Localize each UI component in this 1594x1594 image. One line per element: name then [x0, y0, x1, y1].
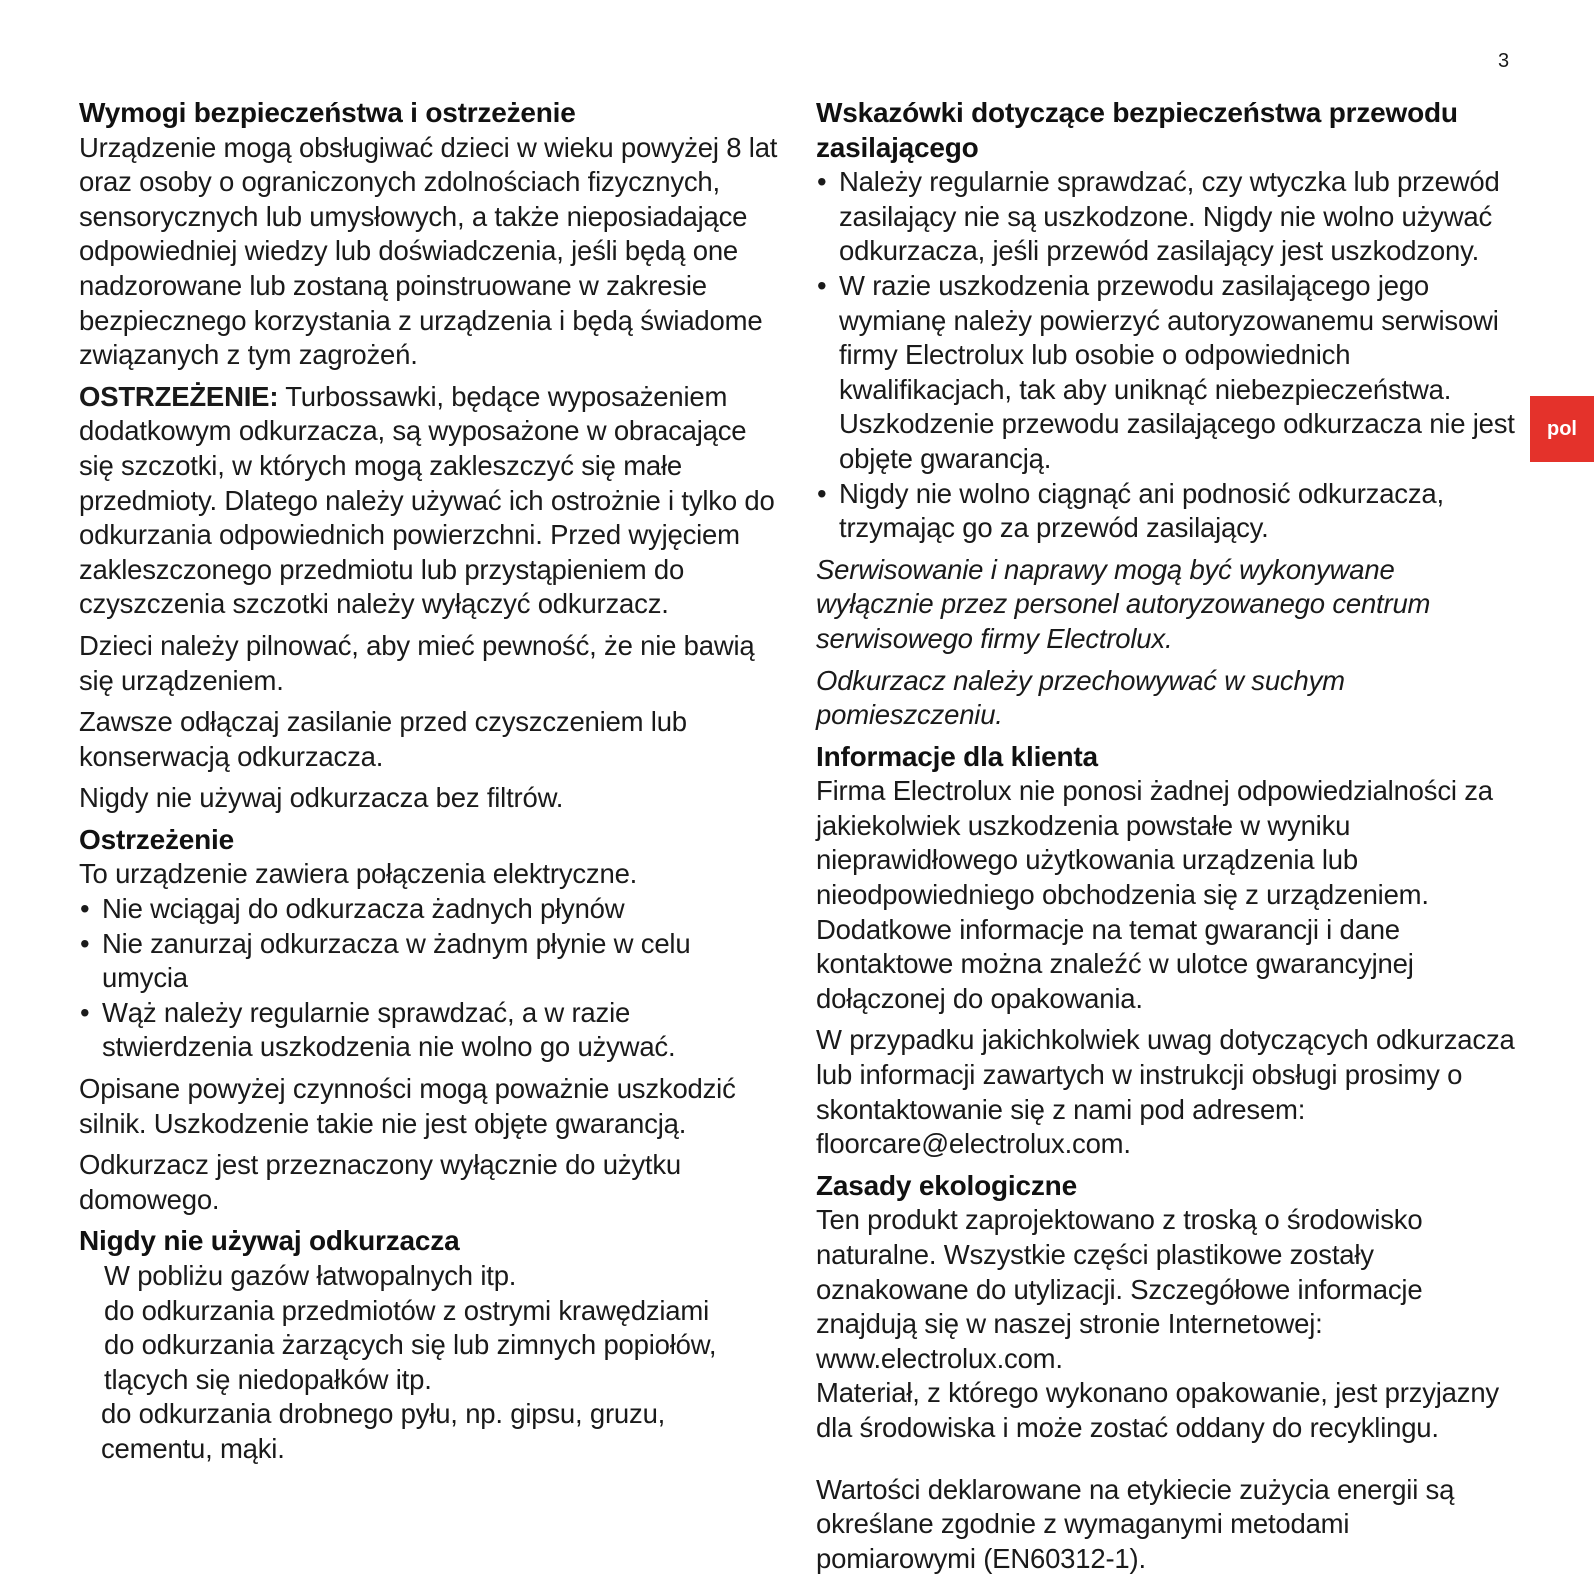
safety-heading: Wymogi bezpieczeństwa i ostrzeżenie: [79, 97, 576, 128]
storage-text: [816, 664, 1516, 733]
warning-bullet-list: [79, 892, 779, 1065]
never-use-heading: Nigdy nie używaj odkurzacza: [79, 1225, 460, 1257]
filters-text: Nigdy nie używaj odkurzacza bez filtrów.: [79, 782, 564, 814]
left-column: [79, 96, 779, 1467]
children-text: Dzieci należy pilnować, aby mieć pewność, że nie bawią się urządzeniem.: [79, 629, 755, 696]
list-item: • Należy regularnie sprawdzać, czy wtyczka lub przewód zasilający nie są uszkodzone. Nigdy nie wolno używać odkurzacza, jeśli przewód zasilający jest uszkodzony.: [816, 165, 1516, 269]
warning-heading: Ostrzeżenie: [79, 823, 234, 855]
disconnect-text: Zawsze odłączaj zasilanie przed czyszczeniem lub konserwacją odkurzacza.: [79, 706, 687, 772]
storage-text-italic: Odkurzacz należy przechowywać w suchym pomieszczeniu.: [816, 664, 1345, 731]
motor-text: Opisane powyżej czynności mogą poważnie uszkodzić silnik. Uszkodzenie takie nie jest objęte gwarancją.: [79, 1073, 736, 1139]
list-item: W pobliżu gazów łatwopalnych itp.: [104, 1260, 517, 1291]
spacer: [816, 1453, 1516, 1473]
eco-heading: Zasady ekologiczne: [816, 1169, 1077, 1201]
warning-label: OSTRZEŻENIE:: [79, 380, 279, 412]
cord-bullet-list: [816, 165, 1516, 546]
list-item: do odkurzania drobnego pyłu, np. gipsu, gruzu, cementu, mąki.: [101, 1398, 666, 1464]
cord-safety-heading: Wskazówki dotyczące bezpieczeństwa przewodu zasilającego: [816, 97, 1458, 163]
list-item: • Nigdy nie wolno ciągnąć ani podnosić odkurzacza, trzymając go za przewód zasilający.: [816, 477, 1516, 546]
list-item: do odkurzania przedmiotów z ostrymi krawędziami: [104, 1294, 709, 1326]
page-number: 3: [1498, 50, 1510, 72]
service-text: [816, 553, 1516, 657]
list-item: • W razie uszkodzenia przewodu zasilającego jego wymianę należy powierzyć autoryzowanemu serwisowi firmy Electrolux lub osobie o odpowiednich kwalifikacjach, tak aby uniknąć niebezpieczeństwa. Uszkodzenie przewodu zasilającego odkurzacza nie jest objęte gwarancją.: [816, 269, 1516, 477]
service-text-italic: Serwisowanie i naprawy mogą być wykonywane wyłącznie przez personel autoryzowanego centrum serwisowego firmy Electrolux.: [816, 553, 1431, 654]
eco-text: Ten produkt zaprojektowano z troską o środowisko naturalne. Wszystkie części plastikowe zostały oznakowane do utylizacji. Szczegółowe informacje znajdują się w naszej stronie Internetowej: www.electrolux.com.: [816, 1204, 1423, 1374]
list-item: • Nie zanurzaj odkurzacza w żadnym płynie w celu umycia: [79, 927, 779, 996]
domestic-text: Odkurzacz jest przeznaczony wyłącznie do użytku domowego.: [79, 1149, 681, 1215]
energy-label-text: Wartości deklarowane na etykiecie zużycia energii są określane zgodnie z wymaganymi metodami pomiarowymi (EN60312-1).: [816, 1473, 1455, 1574]
language-tab: pol: [1530, 396, 1594, 462]
customer-info-text: Firma Electrolux nie ponosi żadnej odpowiedzialności za jakiekolwiek uszkodzenia powstałe w wyniku nieprawidłowego użytkowania urządzenia lub nieodpowiedniego obchodzenia się z urządzeniem. Dodatkowe informacje na temat gwarancji i dane kontaktowe można znaleźć w ulotce gwarancyjnej dołączonej do opakowania.: [816, 775, 1493, 1014]
packaging-text: Materiał, z którego wykonano opakowanie, jest przyjazny dla środowiska i może zostać oddany do recyklingu.: [816, 1377, 1499, 1443]
warning-intro: To urządzenie zawiera połączenia elektryczne.: [79, 858, 638, 890]
never-use-list: [79, 1259, 779, 1467]
customer-info-heading: Informacje dla klienta: [816, 740, 1098, 772]
warning-paragraph: [79, 380, 779, 622]
right-column: [816, 96, 1516, 1583]
warning-text: Turbossawki, będące wyposażeniem dodatkowym odkurzacza, są wyposażone w obracające się szczotki, w których mogą zakleszczyć się małe przedmioty. Dlatego należy używać ich ostrożnie i tylko do odkurzania odpowiednich powierzchni. Przed wyjęciem zakleszczonego przedmiotu lub przystąpieniem do czyszczenia szczotki należy wyłączyć odkurzacz.: [79, 380, 775, 620]
list-item: do odkurzania żarzących się lub zimnych popiołów, tlących się niedopałków itp.: [104, 1329, 717, 1395]
list-item: • Wąż należy regularnie sprawdzać, a w razie stwierdzenia uszkodzenia nie wolno go używać.: [79, 996, 779, 1065]
contact-text: W przypadku jakichkolwiek uwag dotyczących odkurzacza lub informacji zawartych w instrukcji obsługi prosimy o skontaktowanie się z nami pod adresem: floorcare@electrolux.com.: [816, 1024, 1515, 1160]
list-item: • Nie wciągaj do odkurzacza żadnych płynów: [79, 892, 779, 927]
safety-text: Urządzenie mogą obsługiwać dzieci w wieku powyżej 8 lat oraz osoby o ograniczonych zdolnościach fizycznych, sensorycznych lub umysłowych, a także nieposiadające odpowiedniej wiedzy lub doświadczenia, jeśli będą one nadzorowane lub zostaną poinstruowane w zakresie bezpiecznego korzystania z urządzenia i będą świadome związanych z tym zagrożeń.: [79, 131, 778, 371]
